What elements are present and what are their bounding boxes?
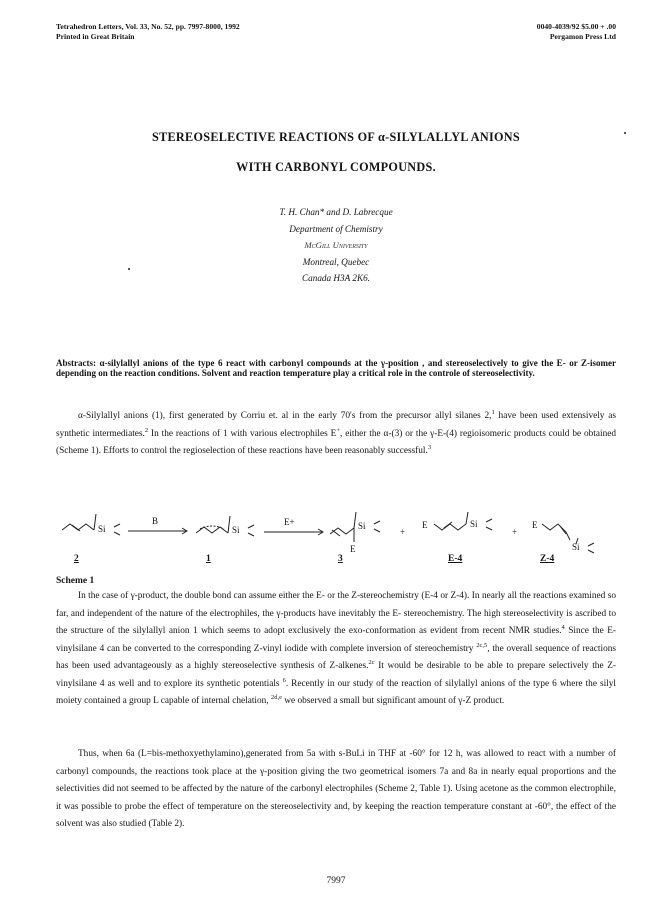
results-text: Thus, when 6a (L=bis-methoxyethylamino),generated from 5a with s-BuLi in THF at -60° for 12 h, was allowed to react with a number of carbonyl compounds, the reactions took place at the γ-position giving the two geometrical isomers 7a and 8a in nearly equal proportions and the selectivities did not seemed to be affected by the nature of the carbonyl electrophiles (Scheme 2, Table 1). Using acetone as the common electrophile, it was possible to probe the effect of temperature on the stereoselectivity and, by keeping the reaction temperature constant at -60°, the effect of the solvent was also studied (Table 2). [56,749,616,829]
intro-text: α-Silylallyl anions (1), first generated by Corriu et. al in the early 70's from the precursor allyl silanes 2,$^1$ have been used extensively as synthetic intermediates.$^2$ In the reactions of 1 with various electrophiles E+, either the α-(3) or the γ-E-(4) regioisomeric products could be obtained (Scheme 1). Efforts to control the regioselection of these reactions have been reasonably successful.$^3$ [56,408,617,456]
ref-3: 3 [427,443,432,451]
electrophile-label: E+ [284,517,295,527]
scan-speck [624,132,626,134]
ref-1: 1 [491,408,495,416]
compound-2-label: 2 [74,554,79,564]
compound-e4-label: E-4 [448,554,463,564]
silicon-label: Si [232,525,240,535]
results-paragraph [56,746,616,834]
author-university: McGill University [304,240,368,251]
silicon-label: Si [98,524,106,534]
electrophile-substituent: E [350,544,356,554]
discussion-text: In the case of γ-product, the double bond can assume either the E- or the Z-stereochemistry (E-4 or Z-4). In nearly all the reactions examined so far, and independent of the nature of the electrophiles, the γ-products have inevitably the E- stereochemistry. The high stereoselectivity is ascribed to the structure of the silylallyl anion 1 which seems to adopt exclusively the exo-conformation as evident from recent NMR studies.$^4$ Since the E-vinylsilane 4 can be converted to the corresponding Z-vinyl iodide with complete inversion of stereochemistry $^{2c,5}$, the overall sequence of reactions has been used advantageously as a highly stereoselective synthesis of Z-alkenes.$^{2c}$ It would be desirable to be able to prepare selectively the Z-vinylsilane 4 as well and to explore its synthetic potentials $^6$. Recently in our study of the reaction of silylallyl anions of the type 6 where the silyl moiety contained a group L capable of internal chelation, $^{2d,e}$ we observed a small but significant amount of γ-Z product. [56,591,617,706]
scheme-caption: Scheme 1 [56,576,95,586]
author-city: Montreal, Quebec [302,256,370,267]
abstract-label: Abstracts: [56,358,96,368]
author-block [0,204,672,287]
author-names: T. H. Chan* and D. Labrecque [279,207,393,217]
copyright-block [537,22,616,42]
journal-citation [56,22,240,42]
silicon-label: Si [572,542,580,552]
paper-title-line1: STEREOSELECTIVE REACTIONS OF α-SILYLALLYL ANIONS [152,130,520,144]
scheme-1 [56,500,616,572]
ref-2c: 2c [368,658,375,666]
scheme-drawing [56,500,616,572]
compound-3-label: 3 [338,554,343,564]
base-reagent-label: B [152,516,159,526]
ref-4: 4 [561,623,565,631]
printed-line: Printed in Great Britain [56,32,135,41]
compound-1-label: 1 [206,554,211,564]
abstract-text: α-silylallyl anions of the type 6 react with carbonyl compounds at the γ-position , and stereoselectively to give the E- or Z-isomer depending on the reaction conditions. Solvent and reaction temperature play a critical role in the controle of stereoselectivity. [56,358,617,379]
publisher-line: Pergamon Press Ltd [549,32,616,41]
compound-z4-label: Z-4 [540,554,555,564]
price-line: 0040-4039/92 $5.00 + .00 [536,22,616,31]
intro-paragraph [56,408,616,461]
discussion-paragraph [56,588,616,711]
paper-title-line2: WITH CARBONYL COMPOUNDS. [236,160,436,174]
silicon-label: Si [358,521,366,531]
author-postal: Canada H3A 2K6. [302,273,370,284]
citation-line: Tetrahedron Letters, Vol. 33, No. 52, pp. 7997-8000, 1992 [56,22,240,31]
electrophile-charge: + [336,426,340,434]
ref-2de: 2d,e [270,693,282,701]
ref-6: 6 [282,676,286,684]
author-department: Department of Chemistry [289,223,383,234]
plus-sign: + [512,527,518,537]
ref-2: 2 [144,426,149,434]
page-number: 7997 [326,876,346,886]
scan-speck [128,268,130,270]
plus-sign: + [400,527,406,537]
electrophile-substituent: E [422,520,428,530]
electrophile-substituent: E [532,520,538,530]
silicon-label: Si [470,519,478,529]
abstract [56,358,616,379]
ref-2c-5: 2c,5 [476,641,488,649]
